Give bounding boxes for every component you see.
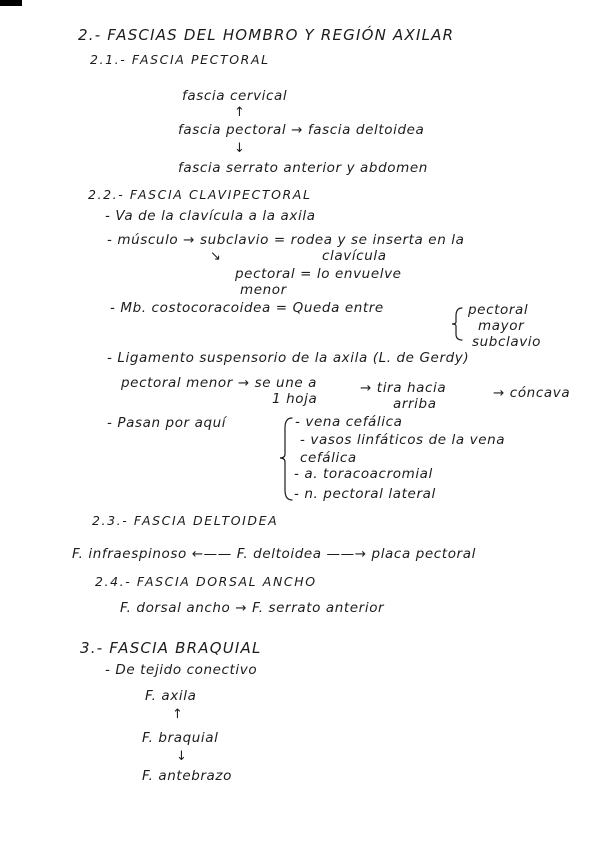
option-pectoral: pectoral bbox=[468, 302, 529, 318]
una-hoja-text: 1 hoja bbox=[272, 391, 318, 407]
page-heading: 2.- FASCIAS DEL HOMBRO Y REGIÓN AXILAR bbox=[78, 26, 455, 44]
option-subclavio: subclavio bbox=[472, 334, 542, 350]
f-braquial-text: F. braquial bbox=[142, 730, 219, 746]
section-2-3-title: 2.3.- FASCIA DELTOIDEA bbox=[92, 513, 279, 528]
costocoracoidea-line: - Mb. costocoracoidea = Queda entre bbox=[110, 300, 384, 316]
clavipectoral-line-1: - Va de la clavícula a la axila bbox=[105, 208, 316, 224]
up-arrow-icon: ↑ bbox=[234, 105, 245, 120]
section-2-1-title: 2.1.- FASCIA PECTORAL bbox=[90, 52, 270, 67]
brace-icon bbox=[452, 306, 464, 340]
vena-cefalica-item: - vena cefálica bbox=[295, 414, 403, 430]
fascia-pectoral-line: fascia pectoral → fascia deltoidea bbox=[178, 122, 425, 138]
fascia-serrato-text: fascia serrato anterior y abdomen bbox=[178, 160, 428, 176]
tejido-conectivo-line: - De tejido conectivo bbox=[105, 662, 258, 678]
section-3-title: 3.- FASCIA BRAQUIAL bbox=[80, 639, 262, 657]
scan-corner-mark bbox=[0, 0, 22, 6]
pectoral-menor-line-b: menor bbox=[240, 282, 287, 298]
vasos-linfaticos-item: - vasos linfáticos de la vena bbox=[300, 432, 506, 448]
clavipectoral-line-2: - músculo → subclavio = rodea y se inserta en la bbox=[107, 232, 465, 248]
vasos-linfaticos-item-b: cefálica bbox=[300, 450, 357, 466]
clavipectoral-line-2b: clavícula bbox=[322, 248, 387, 264]
tira-hacia-text: → tira hacia bbox=[360, 380, 447, 396]
brace-icon bbox=[280, 416, 294, 502]
pectoral-menor-line: pectoral = lo envuelve bbox=[235, 266, 402, 282]
deltoidea-line: F. infraespinoso ←—— F. deltoidea ——→ placa pectoral bbox=[72, 546, 476, 562]
down-arrow-icon: ↓ bbox=[176, 749, 187, 764]
down-arrow-icon: ↓ bbox=[234, 141, 245, 156]
dorsal-ancho-line: F. dorsal ancho → F. serrato anterior bbox=[120, 600, 385, 616]
pectoral-menor-une-line: pectoral menor → se une a bbox=[121, 375, 318, 391]
up-arrow-icon: ↑ bbox=[172, 707, 183, 722]
f-antebrazo-text: F. antebrazo bbox=[142, 768, 232, 784]
arriba-text: arriba bbox=[393, 396, 437, 412]
concava-text: → cóncava bbox=[493, 385, 571, 401]
toracoacromial-item: - a. toracoacromial bbox=[294, 466, 433, 482]
option-mayor: mayor bbox=[478, 318, 525, 334]
f-axila-text: F. axila bbox=[145, 688, 197, 704]
down-right-arrow-icon: ↘ bbox=[210, 249, 221, 264]
fascia-cervical-text: fascia cervical bbox=[182, 88, 288, 104]
section-2-2-title: 2.2.- FASCIA CLAVIPECTORAL bbox=[88, 187, 312, 202]
ligamento-line: - Ligamento suspensorio de la axila (L. de Gerdy) bbox=[107, 350, 470, 366]
section-2-4-title: 2.4.- FASCIA DORSAL ANCHO bbox=[95, 574, 317, 589]
nervio-pectoral-item: - n. pectoral lateral bbox=[294, 486, 436, 502]
pasan-por-aqui-text: - Pasan por aquí bbox=[107, 415, 227, 431]
